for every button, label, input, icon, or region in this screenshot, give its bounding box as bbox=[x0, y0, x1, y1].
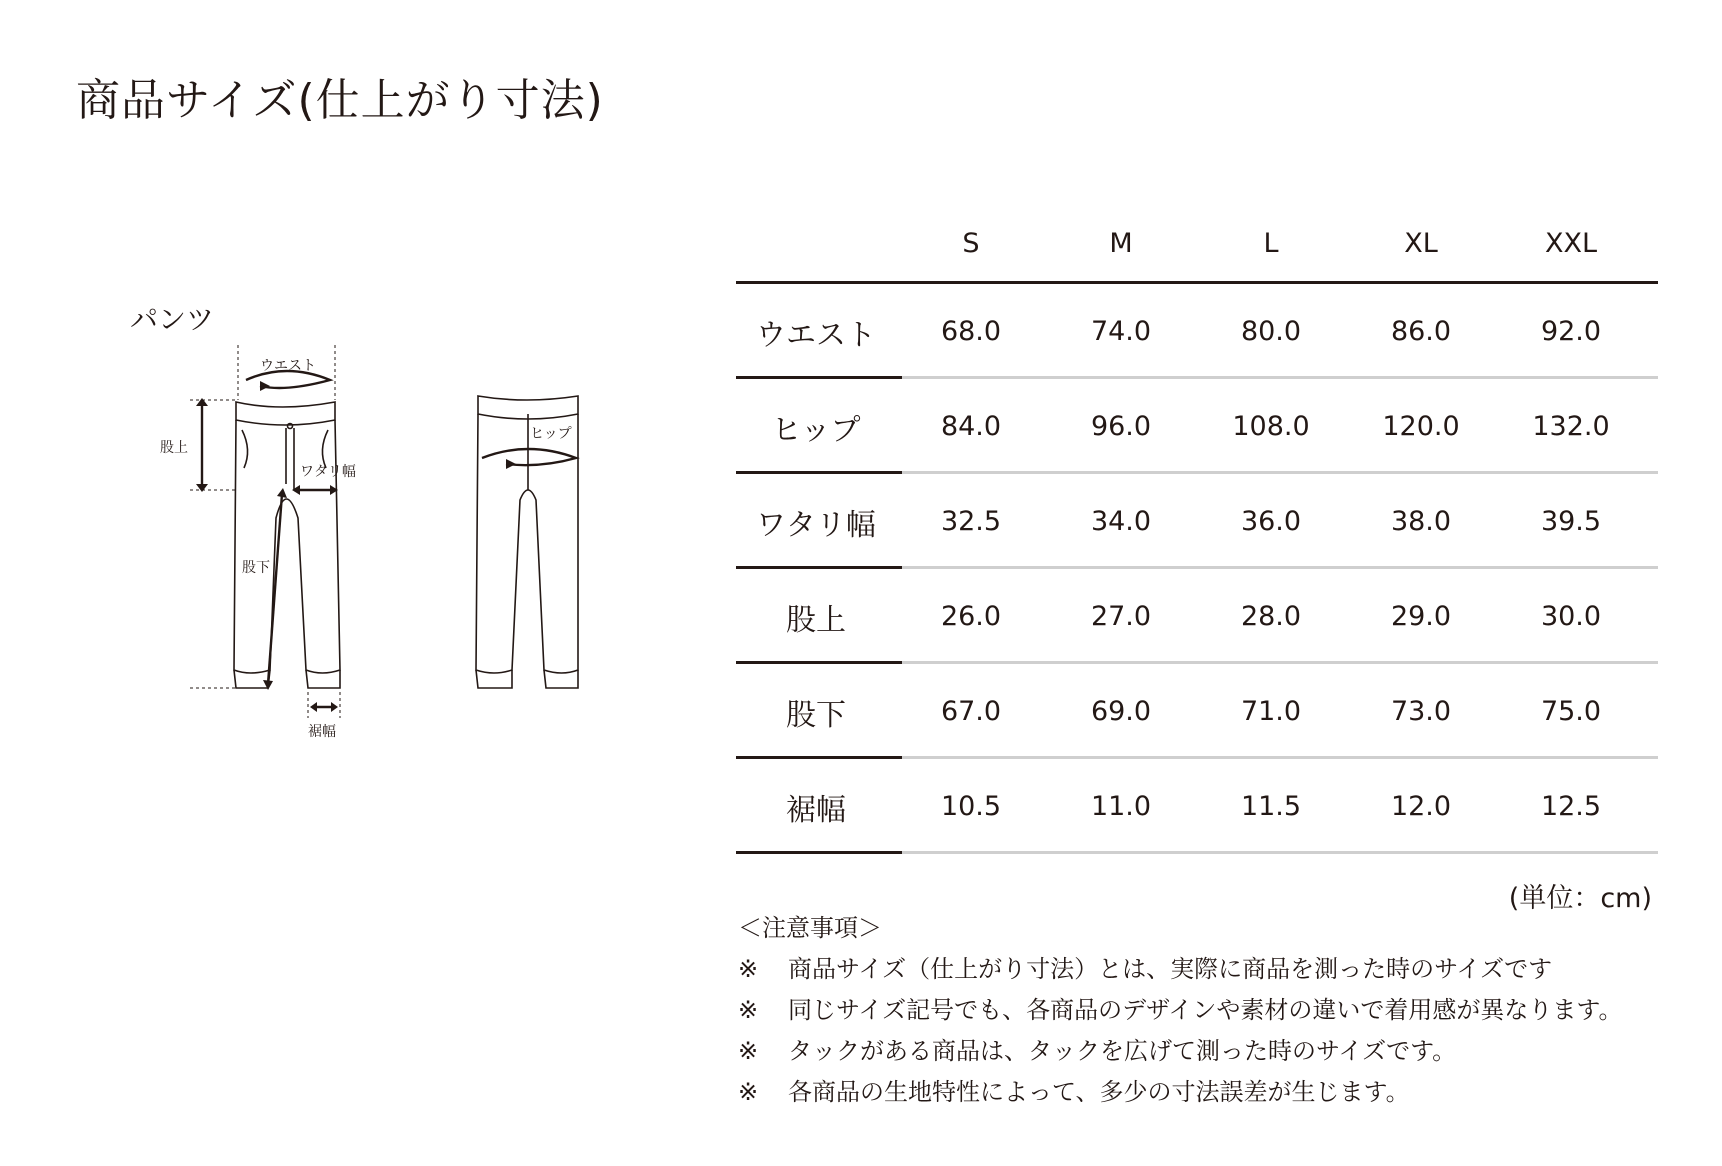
note-text: 商品サイズ（仕上がり寸法）とは、実際に商品を測った時のサイズです bbox=[788, 955, 1553, 983]
table-cell: 67.0 bbox=[940, 696, 1002, 727]
table-cell: 38.0 bbox=[1390, 506, 1452, 537]
size-header-row bbox=[736, 205, 1658, 284]
pants-diagram bbox=[160, 340, 600, 754]
table-row bbox=[736, 569, 1658, 664]
page-title: 商品サイズ(仕上がり寸法) bbox=[76, 75, 604, 126]
table-cell: 84.0 bbox=[940, 411, 1002, 442]
table-cell: 71.0 bbox=[1240, 696, 1302, 727]
table-cell: 80.0 bbox=[1240, 316, 1302, 347]
table-cell: 36.0 bbox=[1240, 506, 1302, 537]
row-label: 股上 bbox=[786, 602, 846, 638]
size-table bbox=[736, 205, 1658, 854]
list-item bbox=[738, 1072, 1622, 1113]
inseam-arrow bbox=[268, 494, 282, 684]
note-mark: ※ bbox=[738, 955, 759, 983]
table-cell: 86.0 bbox=[1390, 316, 1452, 347]
table-row bbox=[736, 474, 1658, 569]
note-mark: ※ bbox=[738, 1078, 759, 1106]
note-mark: ※ bbox=[738, 996, 759, 1024]
thigh-diagram-label: ワタリ幅 bbox=[300, 464, 356, 480]
table-cell: 74.0 bbox=[1090, 316, 1152, 347]
notes-title: ＜注意事項＞ bbox=[738, 914, 882, 942]
size-header-xxl: XXL bbox=[1544, 227, 1598, 259]
hem-diagram-label: 裾幅 bbox=[308, 724, 336, 740]
table-cell: 12.5 bbox=[1540, 791, 1602, 822]
hip-arrow bbox=[482, 449, 576, 465]
list-item bbox=[738, 990, 1622, 1031]
table-cell: 75.0 bbox=[1540, 696, 1602, 727]
size-header-xl: XL bbox=[1404, 227, 1438, 259]
note-mark: ※ bbox=[738, 1037, 759, 1065]
table-row bbox=[736, 379, 1658, 474]
front-waistband bbox=[236, 402, 335, 425]
row-label: 裾幅 bbox=[786, 792, 846, 828]
table-cell: 34.0 bbox=[1090, 506, 1152, 537]
notes-section bbox=[738, 908, 1622, 1113]
table-cell: 28.0 bbox=[1240, 601, 1302, 632]
unit-label: (単位：cm) bbox=[1508, 883, 1652, 914]
size-header-l: L bbox=[1263, 227, 1279, 259]
inseam-diagram-label: 股下 bbox=[242, 560, 270, 576]
category-label: パンツ bbox=[130, 303, 215, 336]
table-row bbox=[736, 284, 1658, 379]
table-cell: 73.0 bbox=[1390, 696, 1452, 727]
size-header-m: M bbox=[1109, 227, 1133, 259]
size-header-s: S bbox=[962, 227, 980, 259]
table-cell: 69.0 bbox=[1090, 696, 1152, 727]
table-cell: 32.5 bbox=[940, 506, 1002, 537]
table-cell: 39.5 bbox=[1540, 506, 1602, 537]
table-cell: 29.0 bbox=[1390, 601, 1452, 632]
row-label: ヒップ bbox=[771, 412, 861, 448]
list-item bbox=[738, 1031, 1622, 1072]
table-cell: 11.5 bbox=[1240, 791, 1302, 822]
row-label: 股下 bbox=[786, 697, 846, 733]
table-cell: 96.0 bbox=[1090, 411, 1152, 442]
table-row bbox=[736, 664, 1658, 759]
table-cell: 12.0 bbox=[1390, 791, 1452, 822]
front-pants-outline bbox=[234, 420, 340, 673]
table-row bbox=[736, 759, 1658, 854]
front-left-pocket bbox=[242, 430, 248, 468]
table-cell: 27.0 bbox=[1090, 601, 1152, 632]
table-cell: 68.0 bbox=[940, 316, 1002, 347]
note-text: タックがある商品は、タックを広げて測った時のサイズです。 bbox=[788, 1037, 1457, 1065]
pants-illustration bbox=[160, 340, 600, 750]
table-cell: 10.5 bbox=[940, 791, 1002, 822]
front-right-pocket bbox=[322, 430, 328, 468]
note-text: 同じサイズ記号でも、各商品のデザインや素材の違いで着用感が異なります。 bbox=[788, 996, 1623, 1024]
table-cell: 132.0 bbox=[1532, 411, 1610, 442]
table-cell: 26.0 bbox=[940, 601, 1002, 632]
table-cell: 120.0 bbox=[1382, 411, 1460, 442]
table-cell: 92.0 bbox=[1540, 316, 1602, 347]
note-text: 各商品の生地特性によって、多少の寸法誤差が生じます。 bbox=[788, 1078, 1410, 1106]
rise-diagram-label: 股上 bbox=[160, 440, 188, 456]
hip-diagram-label: ヒップ bbox=[530, 426, 572, 442]
table-cell: 30.0 bbox=[1540, 601, 1602, 632]
table-cell: 108.0 bbox=[1232, 411, 1310, 442]
front-button bbox=[288, 424, 293, 429]
row-label: ウエスト bbox=[756, 317, 876, 353]
list-item bbox=[738, 949, 1622, 990]
row-label: ワタリ幅 bbox=[756, 507, 876, 543]
table-cell: 11.0 bbox=[1090, 791, 1152, 822]
waist-diagram-label: ウエスト bbox=[260, 358, 316, 374]
